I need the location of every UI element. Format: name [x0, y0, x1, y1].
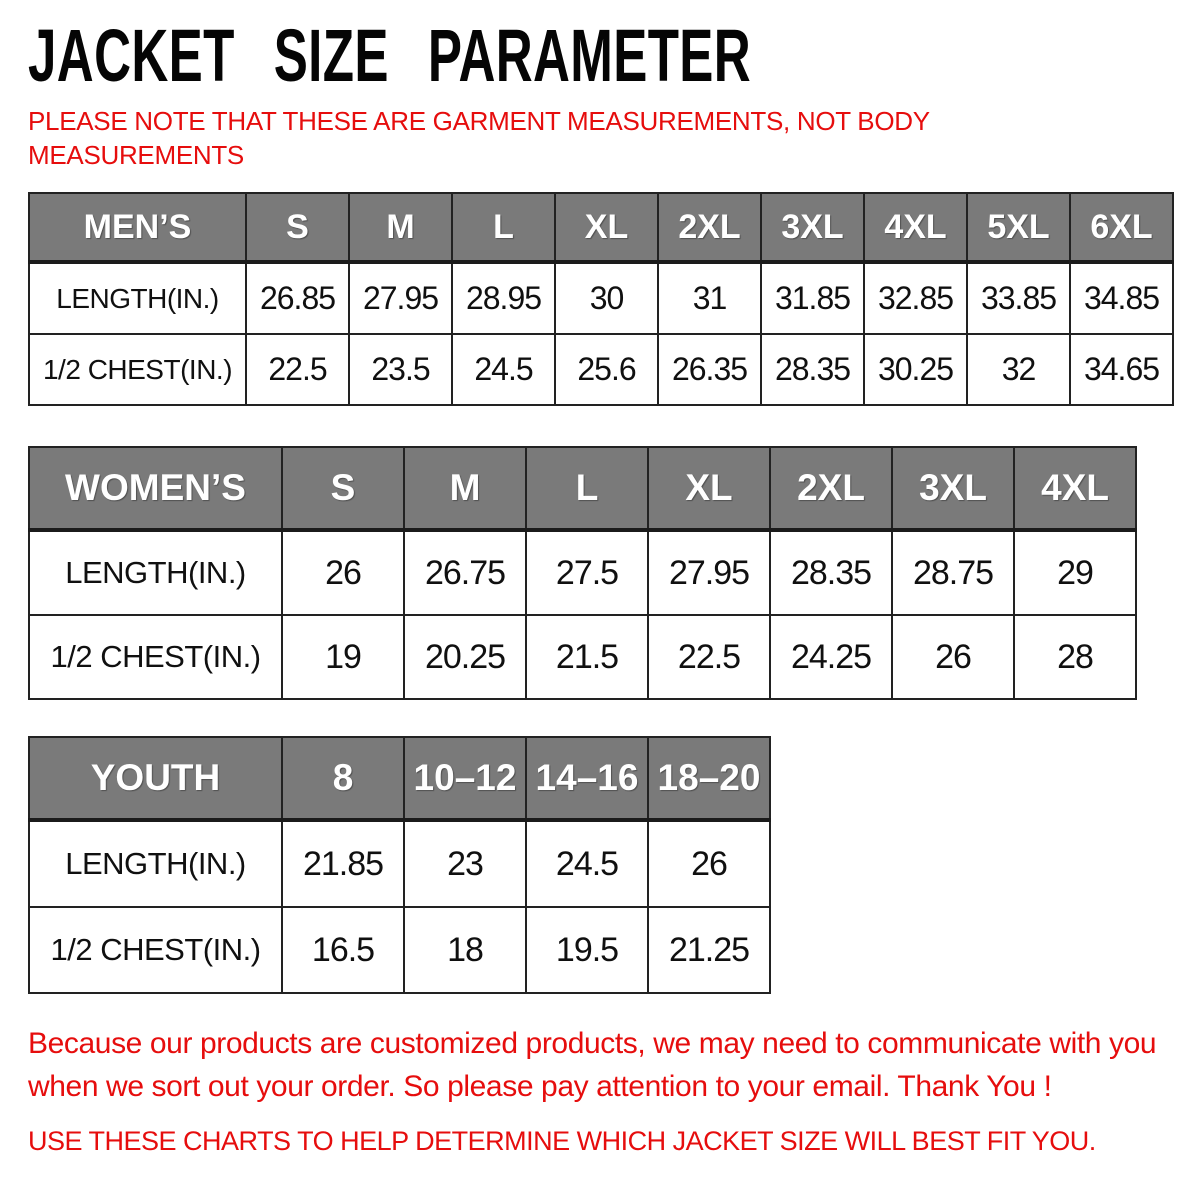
- womens-length-value: 28.35: [770, 530, 892, 615]
- mens-chest-row: [29, 334, 1173, 405]
- mens-size-table: [28, 192, 1174, 406]
- mens-size-col-l: L: [452, 193, 555, 262]
- mens-length-row: [29, 262, 1173, 334]
- womens-size-col-s: S: [282, 447, 404, 530]
- womens-chest-row: [29, 615, 1136, 699]
- youth-chest-value: 21.25: [648, 907, 770, 993]
- mens-length-value: 31.85: [761, 262, 864, 334]
- womens-chest-value: 24.25: [770, 615, 892, 699]
- mens-chest-value: 28.35: [761, 334, 864, 405]
- youth-size-col-14-16: 14–16: [526, 737, 648, 820]
- chart-usage-instruction: USE THESE CHARTS TO HELP DETERMINE WHICH JACKET SIZE WILL BEST FIT YOU.: [28, 1126, 1096, 1156]
- mens-length-value: 26.85: [246, 262, 349, 334]
- womens-length-value: 26: [282, 530, 404, 615]
- customized-products-notice: Because our products are customized products, we may need to communicate with you when we sort out your order. So please pay attention to your email. Thank You !: [28, 1027, 1157, 1103]
- youth-length-value: 26: [648, 820, 770, 907]
- youth-length-row: [29, 820, 770, 907]
- womens-length-row: [29, 530, 1136, 615]
- mens-size-col-4xl: 4XL: [864, 193, 967, 262]
- mens-table-title-cell: MEN’S: [29, 193, 246, 262]
- mens-size-col-5xl: 5XL: [967, 193, 1070, 262]
- womens-length-label: LENGTH(IN.): [29, 530, 282, 615]
- mens-length-value: 33.85: [967, 262, 1070, 334]
- womens-size-col-m: M: [404, 447, 526, 530]
- youth-size-col-8: 8: [282, 737, 404, 820]
- mens-length-value: 31: [658, 262, 761, 334]
- mens-size-col-6xl: 6XL: [1070, 193, 1173, 262]
- womens-length-value: 28.75: [892, 530, 1014, 615]
- womens-chest-value: 19: [282, 615, 404, 699]
- womens-chest-value: 28: [1014, 615, 1136, 699]
- youth-header-row: [29, 737, 770, 820]
- womens-size-col-4xl: 4XL: [1014, 447, 1136, 530]
- youth-size-col-10-12: 10–12: [404, 737, 526, 820]
- mens-chest-label: 1/2 CHEST(IN.): [29, 334, 246, 405]
- garment-measurement-note: PLEASE NOTE THAT THESE ARE GARMENT MEASUREMENTS, NOT BODY MEASUREMENTS: [28, 106, 930, 170]
- womens-size-col-3xl: 3XL: [892, 447, 1014, 530]
- youth-chest-row: [29, 907, 770, 993]
- mens-header-row: [29, 193, 1173, 262]
- youth-table-title-cell: YOUTH: [29, 737, 282, 820]
- womens-chest-value: 20.25: [404, 615, 526, 699]
- youth-length-label: LENGTH(IN.): [29, 820, 282, 907]
- mens-chest-value: 23.5: [349, 334, 452, 405]
- mens-length-value: 30: [555, 262, 658, 334]
- mens-chest-value: 34.65: [1070, 334, 1173, 405]
- womens-size-col-2xl: 2XL: [770, 447, 892, 530]
- mens-size-col-2xl: 2XL: [658, 193, 761, 262]
- youth-chest-value: 18: [404, 907, 526, 993]
- womens-table-title-cell: WOMEN’S: [29, 447, 282, 530]
- womens-size-table: [28, 446, 1137, 700]
- youth-length-value: 21.85: [282, 820, 404, 907]
- youth-size-table: [28, 736, 771, 994]
- womens-chest-label: 1/2 CHEST(IN.): [29, 615, 282, 699]
- youth-chest-value: 16.5: [282, 907, 404, 993]
- womens-chest-value: 21.5: [526, 615, 648, 699]
- page-title: [28, 14, 1032, 98]
- mens-size-col-xl: XL: [555, 193, 658, 262]
- mens-chest-value: 25.6: [555, 334, 658, 405]
- mens-chest-value: 32: [967, 334, 1070, 405]
- mens-size-col-s: S: [246, 193, 349, 262]
- mens-length-value: 27.95: [349, 262, 452, 334]
- womens-length-value: 29: [1014, 530, 1136, 615]
- womens-length-value: 26.75: [404, 530, 526, 615]
- mens-length-value: 28.95: [452, 262, 555, 334]
- mens-size-col-3xl: 3XL: [761, 193, 864, 262]
- mens-size-col-m: M: [349, 193, 452, 262]
- youth-chest-value: 19.5: [526, 907, 648, 993]
- womens-size-col-l: L: [526, 447, 648, 530]
- mens-length-value: 34.85: [1070, 262, 1173, 334]
- page-title-text: JACKET SIZE PARAMETER: [28, 14, 752, 98]
- youth-length-value: 24.5: [526, 820, 648, 907]
- womens-header-row: [29, 447, 1136, 530]
- womens-length-value: 27.5: [526, 530, 648, 615]
- mens-chest-value: 26.35: [658, 334, 761, 405]
- mens-chest-value: 22.5: [246, 334, 349, 405]
- mens-length-value: 32.85: [864, 262, 967, 334]
- youth-size-col-18-20: 18–20: [648, 737, 770, 820]
- mens-chest-value: 30.25: [864, 334, 967, 405]
- womens-length-value: 27.95: [648, 530, 770, 615]
- youth-chest-label: 1/2 CHEST(IN.): [29, 907, 282, 993]
- womens-size-col-xl: XL: [648, 447, 770, 530]
- youth-length-value: 23: [404, 820, 526, 907]
- mens-length-label: LENGTH(IN.): [29, 262, 246, 334]
- womens-chest-value: 22.5: [648, 615, 770, 699]
- mens-chest-value: 24.5: [452, 334, 555, 405]
- womens-chest-value: 26: [892, 615, 1014, 699]
